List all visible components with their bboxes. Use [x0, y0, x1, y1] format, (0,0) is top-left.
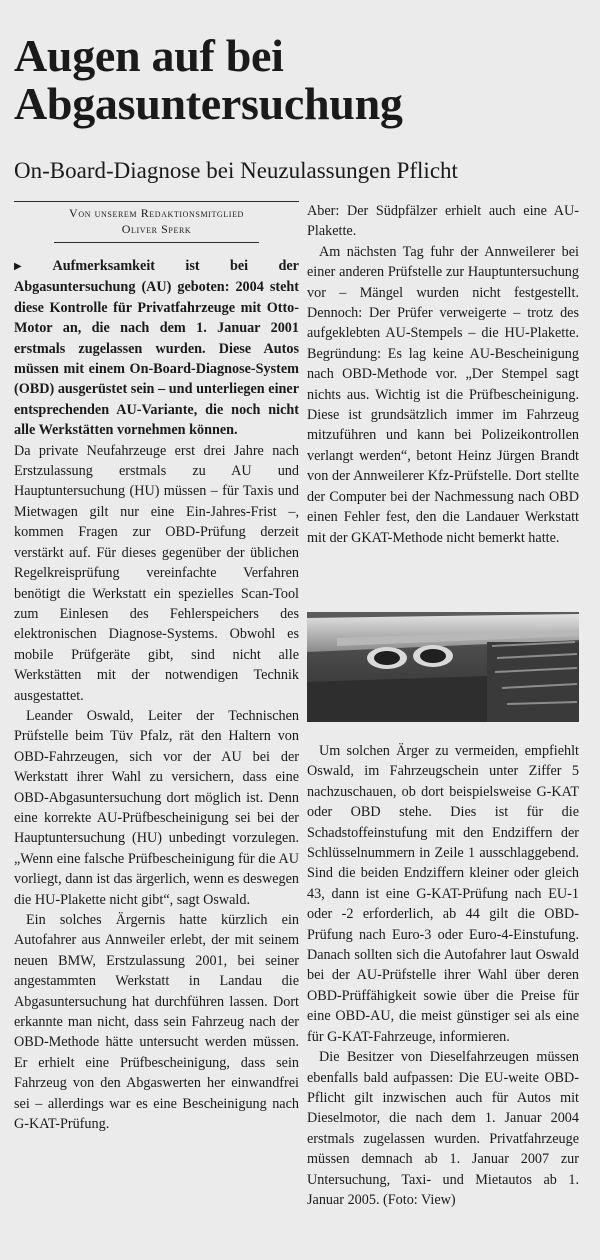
byline: [14, 201, 299, 243]
body-paragraph: Aber: Der Südpfälzer erhielt auch eine AU-Plakette.: [307, 203, 579, 240]
body-paragraph: Am nächsten Tag fuhr der Annweilerer bei einer anderen Prüfstelle zur Hauptuntersuchung vor – Mängel wurden nicht festgestellt. Dennoch: Der Prüfer verweigerte – trotz des aufgeklebten AU-Stempels – die HU-Plakette. Begründung: Es lag keine AU-Bescheinigung nach OBD-Methode vor. „Der Stempel sagt nichts aus. Wichtig ist die Prüfbescheinigung. Diese ist grundsätzlich immer im Fahrzeug mitzuführen und kann bei Polizeikontrollen verlangt werden“, betont Heinz Jürgen Brandt von der Annweilerer Kfz-Prüfstelle. Dort stellte der Computer bei der Nachmessung nach OBD einen Fehler fest, den die Landauer Werkstatt mit der GKAT-Methode nicht bemerkt hatte.: [307, 243, 579, 546]
body-paragraph: Ein solches Ärgernis hatte kürzlich ein Autofahrer aus Annweiler erlebt, der mit seinem neuen BMW, Erstzulassung 2001, bei seiner angestammten Werkstatt in Landau die Abgasuntersuchung hat durchführen lassen. Dort erkannte man nicht, dass sein Fahrzeug nach der OBD-Methode hätte untersucht werden müssen. Er erhielt eine Prüfbescheinigung, dass sein Fahrzeug von den Abgaswerten her einwandfrei sei – allerdings war es eine Bescheinigung nach G-KAT-Prüfung.: [14, 912, 299, 1133]
column-left: [14, 201, 299, 1134]
column-right-lower: [307, 741, 579, 1210]
headline: Augen auf bei Abgasuntersuchung: [14, 30, 403, 129]
column-right: [307, 201, 579, 548]
body-paragraph: Leander Oswald, Leiter der Technischen Prüfstelle beim Tüv Pfalz, rät den Haltern von OBD-Fahrzeugen, sich vor der AU bei der Werkstatt ihrer Wahl zu versichern, dass eine OBD-Abgasuntersuchung dort möglich ist. Denn eine korrekte AU-Prüfbescheinigung sei bei der Hauptuntersuchung (HU) unbedingt vorzulegen. „Wenn eine falsche Prüfbescheinigung für die AU vorliegt, dann ist das ärgerlich, wenn es deswegen die HU-Plakette nicht gibt“, sagt Oswald.: [14, 707, 299, 908]
body-paragraph: Die Besitzer von Dieselfahrzeugen müssen ebenfalls bald aufpassen: Die EU-weite OBD-Pflicht gilt inzwischen auch für Autos mit Dieselmotor, die nach dem 1. Januar 2004 erstmals zugelassen wurden. Privatfahrzeuge müssen demnach ab 1. Januar 2007 zur Untersuchung, Taxi- und Mietautos ab 1. Januar 2005. (Foto: View): [307, 1049, 579, 1208]
body-paragraph: Um solchen Ärger zu vermeiden, empfiehlt Oswald, im Fahrzeugschein unter Ziffer 5 nachzuschauen, ob dort beispielsweise G-KAT oder OBD stehe. Dies ist für die Schadstoffeinstufung mit den Endziffern der Schlüsselnummern in Zeile 1 ausschlaggebend. Sind die beiden Endziffern kleiner oder gleich 43, dann ist eine G-KAT-Prüfung nach EU-1 oder -2 erforderlich, ab 44 gilt die OBD-Prüfung nach Euro-3 oder Euro-4-Einstufung. Danach sollten sich die Autofahrer laut Oswald bei der AU-Prüfstelle ihrer Wahl über deren OBD-Prüffähigkeit sowie über die Preise für eine OBD-AU, die meist günstiger sei als eine für G-KAT-Fahrzeuge, informieren.: [307, 743, 579, 1045]
lead-paragraph: [14, 256, 299, 441]
byline-line1: Von unserem Redaktionsmitglied: [69, 206, 244, 220]
lead-text: Aufmerksamkeit ist bei der Abgasuntersuchung (AU) geboten: 2004 steht diese Kontrolle für Privatfahrzeuge mit Otto-Motor an, die nach dem 1. Januar 2001 erstmals zugelassen wurden. Diese Autos müssen mit einem On-Board-Diagnose-System (OBD) ausgerüstet sein – und unterliegen einer entsprechenden AU-Variante, die noch nicht alle Werkstätten vornehmen können.: [14, 258, 299, 439]
exhaust-pipes-photo: [307, 612, 579, 722]
subtitle: On-Board-Diagnose bei Neuzulassungen Pflicht: [14, 158, 458, 183]
article-photo: [307, 612, 579, 722]
arrow-right-icon: ▶: [14, 261, 49, 272]
byline-divider: [54, 242, 259, 243]
byline-line2: Oliver Sperk: [121, 222, 192, 236]
body-paragraph: Da private Neufahrzeuge erst drei Jahre nach Erstzulassung erstmals zu AU und Hauptuntersuchung (HU) müssen – für Taxis und Mietwagen gilt nur eine Ein-Jahres-Frist –, kommen Fragen zur OBD-Prüfung derzeit verstärkt auf. Für dieses gegenüber der üblichen Regelkreisprüfung vereinfachte Verfahren benötigt die Werkstatt ein spezielles Scan-Tool zum Einlesen des Fehlerspeichers des elektronischen Diagnose-Systems. Obwohl es mobile Prüfgeräte gibt, sind nicht alle Werkstätten mit der notwendigen Technik ausgestattet.: [14, 442, 299, 704]
